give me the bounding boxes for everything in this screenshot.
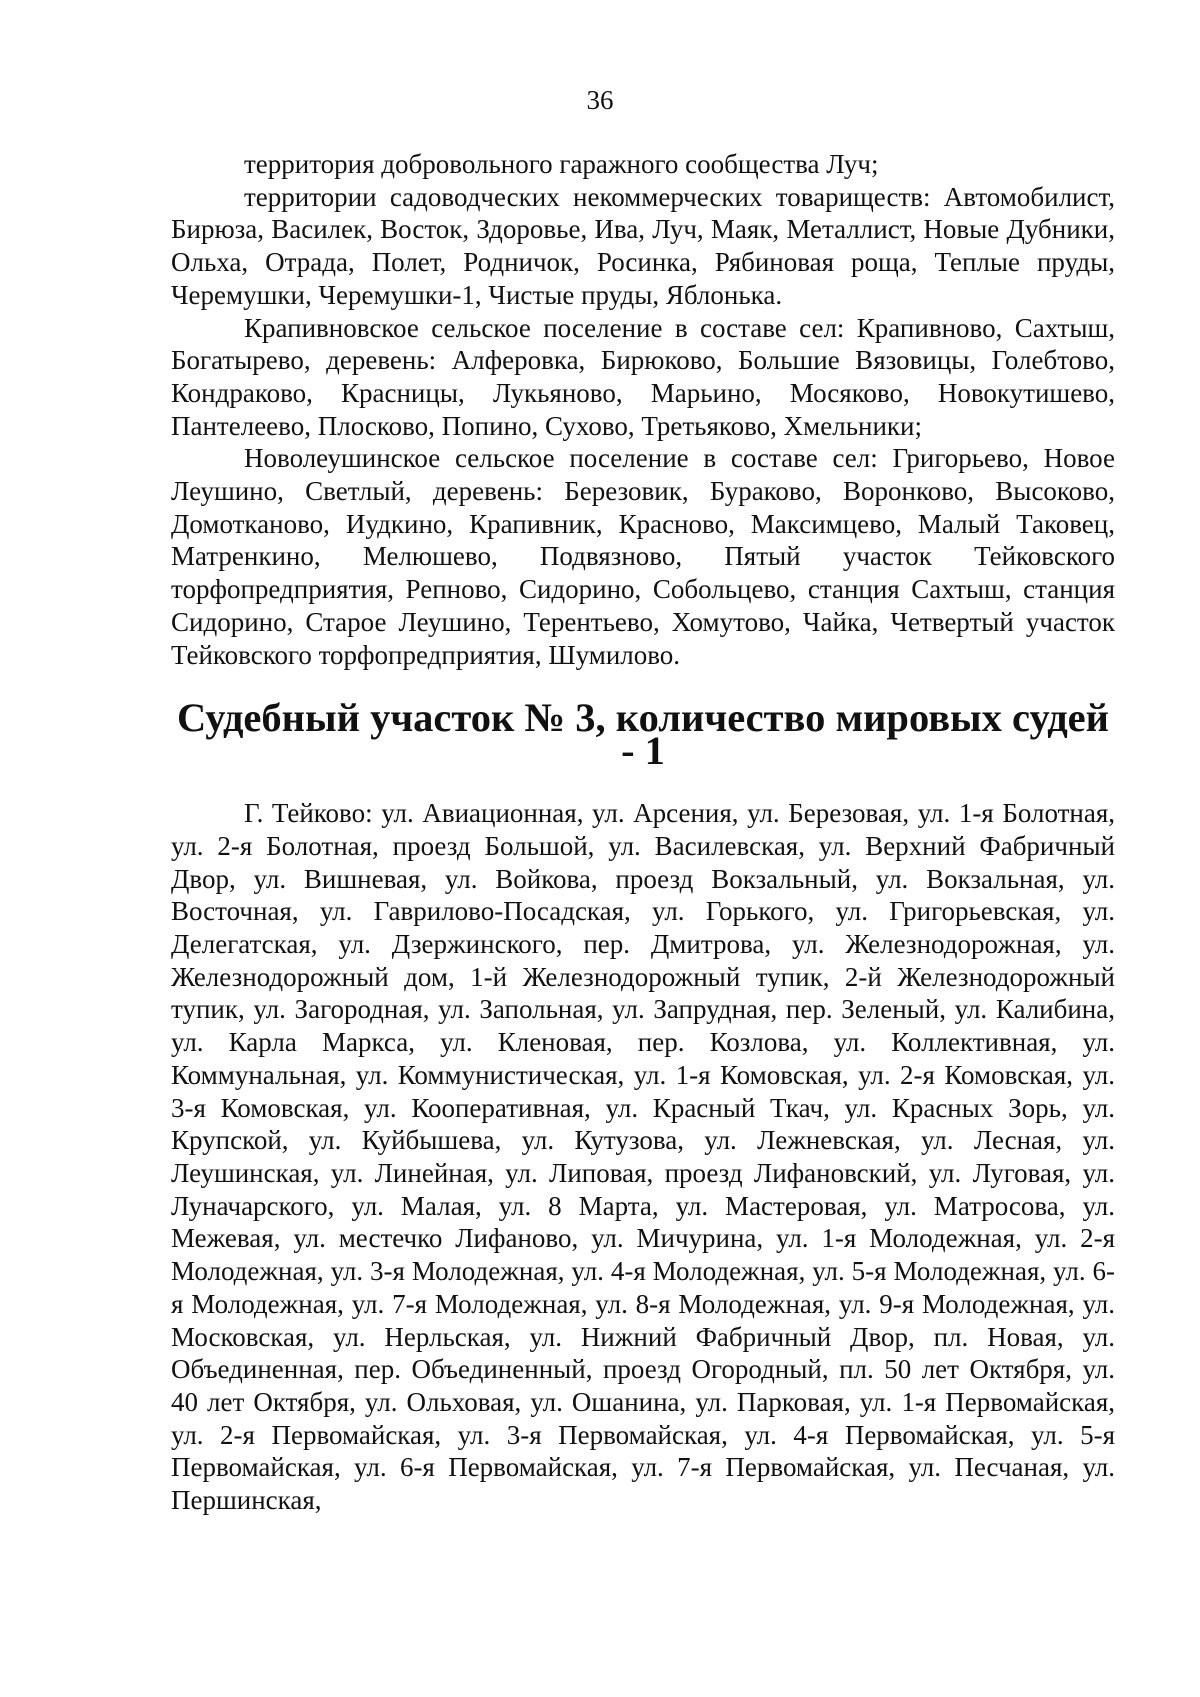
paragraph-novoleushinskoe-settlement: Новолеушинское сельское поселение в составе сел: Григорьево, Новое Леушино, Светлый, деревень: Березовик, Бураково, Воронково, Высоково, Домотканово, Иудкино, Крапивник, Красново, Максимцево, Малый Таковец, Матренкино, Мелюшево, Подвязново, Пятый участок Тейковского торфопредприятия, Репново, Сидорино, Собольцево, станция Сахтыш, станция Сидорино, Старое Леушино, Терентьево, Хомутово, Чайка, Четвертый участок Тейковского торфопредприятия, Шумилово. bbox=[171, 443, 1115, 670]
document-body bbox=[171, 148, 1115, 1517]
paragraph-garage-community: территория добровольного гаражного сообщества Луч; bbox=[244, 149, 879, 179]
paragraph-krapivnovskoe-settlement: Крапивновское сельское поселение в составе сел: Крапивново, Сахтыш, Богатырево, деревень: Алферовка, Бирюково, Большие Вязовицы, Голебтово, Кондраково, Красницы, Лукьяново, Марьино, Мосяково, Новокутишево, Пантелеево, Плосково, Попино, Сухово, Третьяково, Хмельники; bbox=[171, 312, 1115, 441]
paragraph-garden-partnerships: территории садоводческих некоммерческих товариществ: Автомобилист, Бирюза, Василек, Восток, Здоровье, Ива, Луч, Маяк, Металлист, Новые Дубники, Ольха, Отрада, Полет, Родничок, Росинка, Рябиновая роща, Теплые пруды, Черемушки, Черемушки-1, Чистые пруды, Яблонька. bbox=[171, 181, 1115, 310]
paragraph-teikovo-streets: Г. Тейково: ул. Авиационная, ул. Арсения, ул. Березовая, ул. 1-я Болотная, ул. 2-я Болотная, проезд Большой, ул. Василевская, ул. Верхний Фабричный Двор, ул. Вишневая, ул. Войкова, проезд Вокзальный, ул. Вокзальная, ул. Восточная, ул. Гаврилово-Посадская, ул. Горького, ул. Григорьевская, ул. Делегатская, ул. Дзержинского, пер. Дмитрова, ул. Железнодорожная, ул. Железнодорожный дом, 1-й Железнодорожный тупик, 2-й Железнодорожный тупик, ул. Загородная, ул. Запольная, ул. Запрудная, пер. Зеленый, ул. Калибина, ул. Карла Маркса, ул. Кленовая, пер. Козлова, ул. Коллективная, ул. Коммунальная, ул. Коммунистическая, ул. 1-я Комовская, ул. 2-я Комовская, ул. 3-я Комовская, ул. Кооперативная, ул. Красный Ткач, ул. Красных Зорь, ул. Крупской, ул. Куйбышева, ул. Кутузова, ул. Лежневская, ул. Лесная, ул. Леушинская, ул. Линейная, ул. Липовая, проезд Лифановский, ул. Луговая, ул. Луначарского, ул. Малая, ул. 8 Марта, ул. Мастеровая, ул. Матросова, ул. Межевая, ул. местечко Лифаново, ул. Мичурина, ул. 1-я Молодежная, ул. 2-я Молодежная, ул. 3-я Молодежная, ул. 4-я Молодежная, ул. 5-я Молодежная, ул. 6-я Молодежная, ул. 7-я Молодежная, ул. 8-я Молодежная, ул. 9-я Молодежная, ул. Московская, ул. Нерльская, ул. Нижний Фабричный Двор, пл. Новая, ул. Объединенная, пер. Объединенный, проезд Огородный, пл. 50 лет Октября, ул. 40 лет Октября, ул. Ольховая, ул. Ошанина, ул. Парковая, ул. 1-я Первомайская, ул. 2-я Первомайская, ул. 3-я Первомайская, ул. 4-я Первомайская, ул. 5-я Первомайская, ул. 6-я Первомайская, ул. 7-я Первомайская, ул. Песчаная, ул. Першинская, bbox=[171, 798, 1115, 1516]
section-heading: Судебный участок № 3, количество мировых судей - 1 bbox=[177, 695, 1109, 774]
page-number: 36 bbox=[586, 85, 614, 115]
